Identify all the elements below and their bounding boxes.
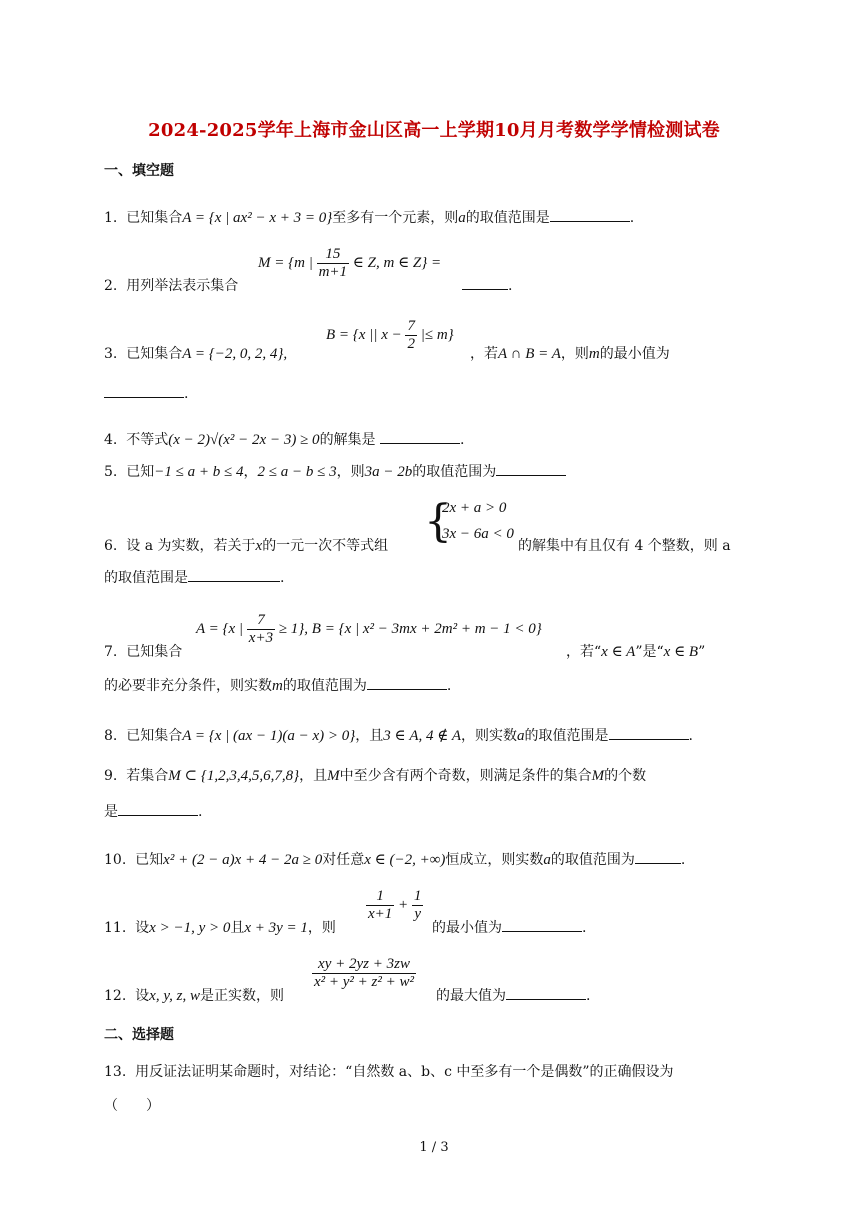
question-1: 1. 已知集合A = {x | ax² − x + 3 = 0}至多有一个元素，则a的取值范围是 .	[104, 210, 635, 226]
question-8: 8. 已知集合A = {x | (ax − 1)(a − x) > 0}，且3 ∈ A, 4 ∉ A，则实数a的取值范围是 .	[104, 728, 693, 744]
answer-blank	[609, 727, 689, 740]
page-number: 1 / 3	[419, 1140, 449, 1155]
question-3-line2: .	[104, 384, 764, 404]
question-10: 10. 已知x² + (2 − a)x + 4 − 2a ≥ 0对任意x ∈ (−2, +∞)恒成立，则实数a的取值范围为 .	[104, 852, 686, 868]
answer-blank	[550, 209, 630, 222]
section-fill-blank: 一、填空题	[104, 163, 174, 179]
answer-blank	[118, 803, 198, 816]
answer-blank	[104, 385, 184, 398]
section-multiple-choice: 二、选择题	[104, 1027, 174, 1043]
question-9: 9. 若集合M ⊂ {1,2,3,4,5,6,7,8}，且M中至少含有两个奇数，则满足条件的集合M的个数	[104, 768, 647, 784]
answer-blank	[380, 431, 460, 444]
q11-expression: $\frac{1}{x+1}$ + $\frac{1}{y}$	[368, 888, 422, 922]
question-12-cont: 的最大值为 .	[436, 988, 591, 1004]
question-12: 12. 设x, y, z, w是正实数，则	[104, 988, 285, 1004]
q6-system-brace: {	[424, 496, 452, 547]
q6-system-line1: 2x + a > 0	[442, 500, 507, 516]
q2-set-expression: M = {m | $\frac{15}{m+1}$ ∈ Z, m ∈ Z} =	[258, 246, 442, 280]
question-2-blank: .	[462, 276, 542, 296]
q8-set-expression: A = {x | (ax − 1)(a − x) > 0}	[182, 728, 356, 744]
question-3: 3. 已知集合A = {−2, 0, 2, 4},	[104, 346, 288, 362]
q3-set-b: B = {x || x − $\frac{7}{2}$ |≤ m}	[326, 318, 454, 352]
question-7: 7. 已知集合	[104, 644, 183, 660]
question-6-cont: 的解集中有且仅有 4 个整数，则 a	[518, 538, 731, 554]
q1-set-expression: A = {x | ax² − x + 3 = 0}	[182, 210, 333, 226]
question-7-cont: ，若“x ∈ A”是“x ∈ B”	[566, 644, 706, 660]
question-4: 4. 不等式(x − 2)√(x² − 2x − 3) ≥ 0的解集是 .	[104, 432, 465, 448]
question-9-line2: 是 .	[104, 804, 203, 820]
question-5: 5. 已知−1 ≤ a + b ≤ 4，2 ≤ a − b ≤ 3，则3a − 2b的取值范围为	[104, 462, 764, 482]
answer-blank	[496, 463, 566, 476]
question-11: 11. 设x > −1, y > 0且x + 3y = 1，则	[104, 920, 336, 936]
question-3-cont: ，若A ∩ B = A，则m的最小值为	[470, 346, 670, 362]
answer-blank	[367, 677, 447, 690]
answer-blank	[506, 987, 586, 1000]
answer-blank	[462, 277, 508, 290]
answer-blank	[188, 569, 280, 582]
q6-system-line2: 3x − 6a < 0	[442, 526, 514, 542]
question-2: 2. 用列举法表示集合	[104, 278, 239, 294]
answer-blank	[635, 851, 681, 864]
document-title: 2024-2025学年上海市金山区高一上学期10月月考数学学情检测试卷	[148, 120, 720, 141]
question-11-cont: 的最小值为 .	[432, 920, 587, 936]
question-13: 13. 用反证法证明某命题时，对结论：“自然数 a、b、c 中至多有一个是偶数”的正确假设为	[104, 1064, 674, 1080]
question-6: 6. 设 a 为实数，若关于x的一元一次不等式组	[104, 538, 389, 554]
q7-sets: A = {x | $\frac{7}{x+3}$ ≥ 1}, B = {x | x² − 3mx + 2m² + m − 1 < 0}	[196, 612, 542, 646]
q4-inequality: (x − 2)√(x² − 2x − 3) ≥ 0	[168, 432, 320, 448]
question-13-choice-paren: （ ）	[104, 1098, 160, 1114]
q3-set-a: A = {−2, 0, 2, 4},	[182, 346, 288, 362]
answer-blank	[502, 919, 582, 932]
question-6-line2: 的取值范围是 .	[104, 570, 285, 586]
question-7-line2: 的必要非充分条件，则实数m的取值范围为 .	[104, 678, 452, 694]
q12-expression: $\frac{xy + 2yz + 3zw}{\text{x² + y² + z² + w²}}$	[314, 956, 415, 990]
